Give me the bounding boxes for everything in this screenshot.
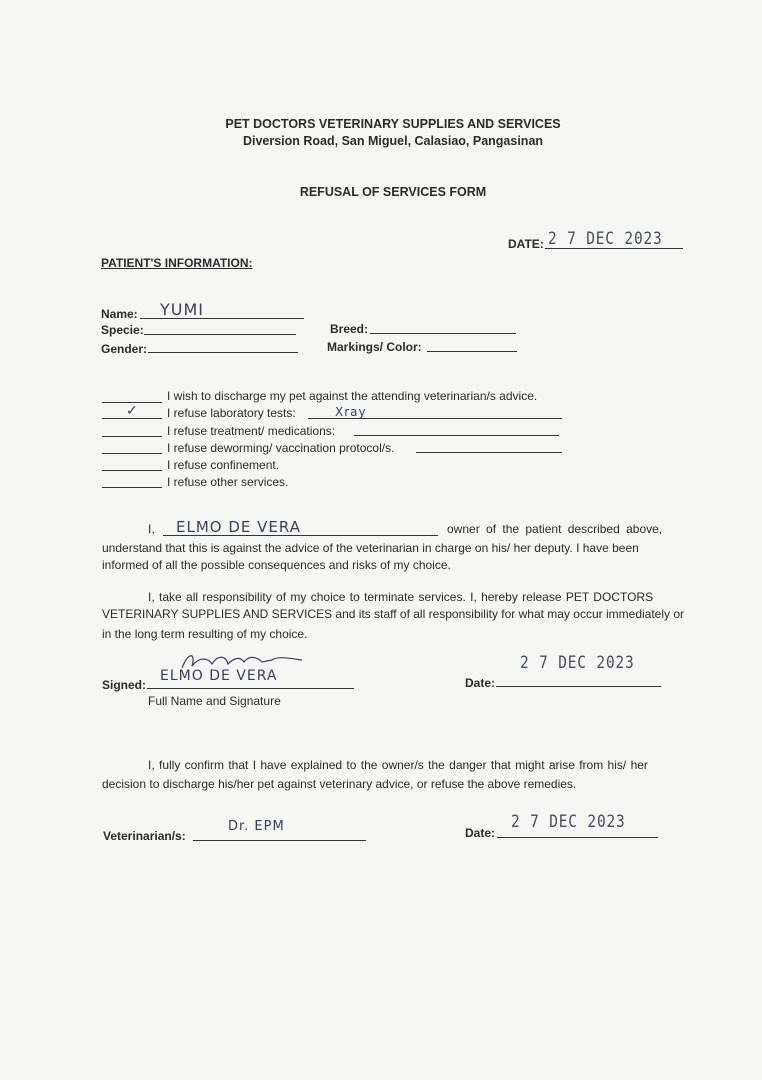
option-blank[interactable] <box>102 453 162 454</box>
signature-caption: Full Name and Signature <box>148 694 281 708</box>
statement1-line3: informed of all the possible consequences and risks of my choice. <box>102 558 451 572</box>
markings-line <box>427 351 517 352</box>
statement3-line1: I, fully confirm that I have explained to the owner/s the danger that might arise from his/ her <box>148 758 648 772</box>
breed-label: Breed: <box>330 322 369 336</box>
check-mark-icon: ✓ <box>126 402 138 418</box>
option-lab-text: I refuse laboratory tests: <box>167 406 296 420</box>
statement1-prefix: I, <box>148 522 155 536</box>
company-address: Diversion Road, San Miguel, Calasiao, Pangasinan <box>242 134 544 148</box>
option-other-text: I refuse other services. <box>167 475 289 489</box>
vet-date-label: Date: <box>465 826 496 840</box>
owner-date-label: Date: <box>465 676 496 690</box>
signed-label: Signed: <box>102 678 146 692</box>
statement3-line2: decision to discharge his/her pet against veterinary advice, or refuse the above remedies. <box>102 777 577 791</box>
company-name: PET DOCTORS VETERINARY SUPPLIES AND SERVICES <box>225 117 561 131</box>
option-treatment-line <box>354 435 559 436</box>
vet-date-value: 2 7 DEC 2023 <box>511 812 626 832</box>
gender-line <box>148 352 298 353</box>
vet-date-line <box>497 837 658 838</box>
date-label: DATE: <box>508 237 544 251</box>
option-deworm-line <box>416 452 562 453</box>
option-blank[interactable] <box>102 436 162 437</box>
option-deworm-text: I refuse deworming/ vaccination protocol/s. <box>167 441 395 455</box>
veterinarian-label: Veterinarian/s: <box>103 829 186 843</box>
veterinarian-line <box>193 840 366 841</box>
option-confinement-text: I refuse confinement. <box>167 458 280 472</box>
statement1-line1: owner of the patient described above, <box>447 522 663 536</box>
signed-line <box>147 688 354 689</box>
patient-section-title: PATIENT'S INFORMATION: <box>101 256 253 270</box>
statement2-line3: in the long term resulting of my choice. <box>102 627 308 641</box>
statement2-line1: I, take all responsibility of my choice to terminate services. I, hereby release PET DOCTORS <box>148 590 654 604</box>
owner-date-line <box>496 686 661 687</box>
specie-line <box>144 334 296 335</box>
form-title: REFUSAL OF SERVICES FORM <box>299 185 487 199</box>
owner-date-value: 2 7 DEC 2023 <box>520 653 635 673</box>
gender-label: Gender: <box>101 342 148 356</box>
option-treatment-text: I refuse treatment/ medications: <box>167 424 336 438</box>
breed-line <box>370 333 516 334</box>
owner-name-value: ELMO DE VERA <box>176 518 301 536</box>
specie-label: Specie: <box>101 323 144 337</box>
option-blank[interactable] <box>102 487 162 488</box>
signed-value: ELMO DE VERA <box>160 668 278 684</box>
option-lab-detail: Xray <box>335 405 367 419</box>
markings-label: Markings/ Color: <box>327 340 422 354</box>
option-discharge-text: I wish to discharge my pet against the attending veterinarian/s advice. <box>167 389 538 403</box>
veterinarian-value: Dr. EPM <box>228 819 285 834</box>
statement2-line2: VETERINARY SUPPLIES AND SERVICES and its staff of all responsibility for what may occur immediately or <box>102 607 685 621</box>
patient-name-value: YUMI <box>160 300 205 319</box>
statement1-line2: understand that this is against the advice of the veterinarian in charge on his/ her deputy. I have been <box>102 541 639 555</box>
option-blank[interactable] <box>102 470 162 471</box>
name-label: Name: <box>101 307 138 321</box>
date-value: 2 7 DEC 2023 <box>548 229 663 249</box>
